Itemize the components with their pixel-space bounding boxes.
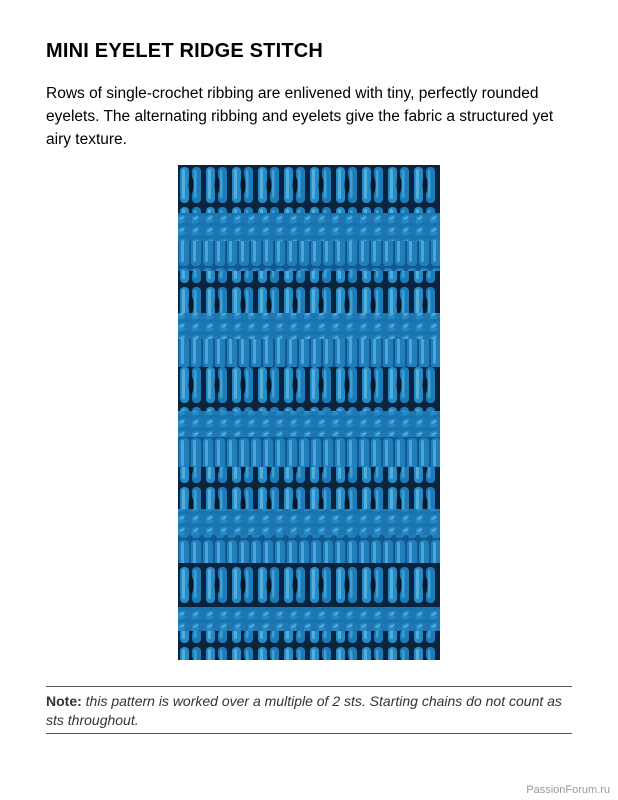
stitch-swatch-image <box>178 165 440 660</box>
pattern-note <box>46 692 570 730</box>
note-label: Note: <box>46 693 82 709</box>
intro-paragraph: Rows of single-crochet ribbing are enlivened with tiny, perfectly rounded eyelets. The alternating ribbing and eyelets give the fabric a structured yet airy texture. <box>46 85 554 148</box>
site-watermark: PassionForum.ru <box>526 784 610 796</box>
page-title: MINI EYELET RIDGE STITCH <box>46 40 324 62</box>
note-top-divider <box>46 686 572 687</box>
note-text: this pattern is worked over a multiple of 2 sts. Starting chains do not count as sts throughout. <box>46 693 562 728</box>
note-bottom-divider <box>46 733 572 734</box>
